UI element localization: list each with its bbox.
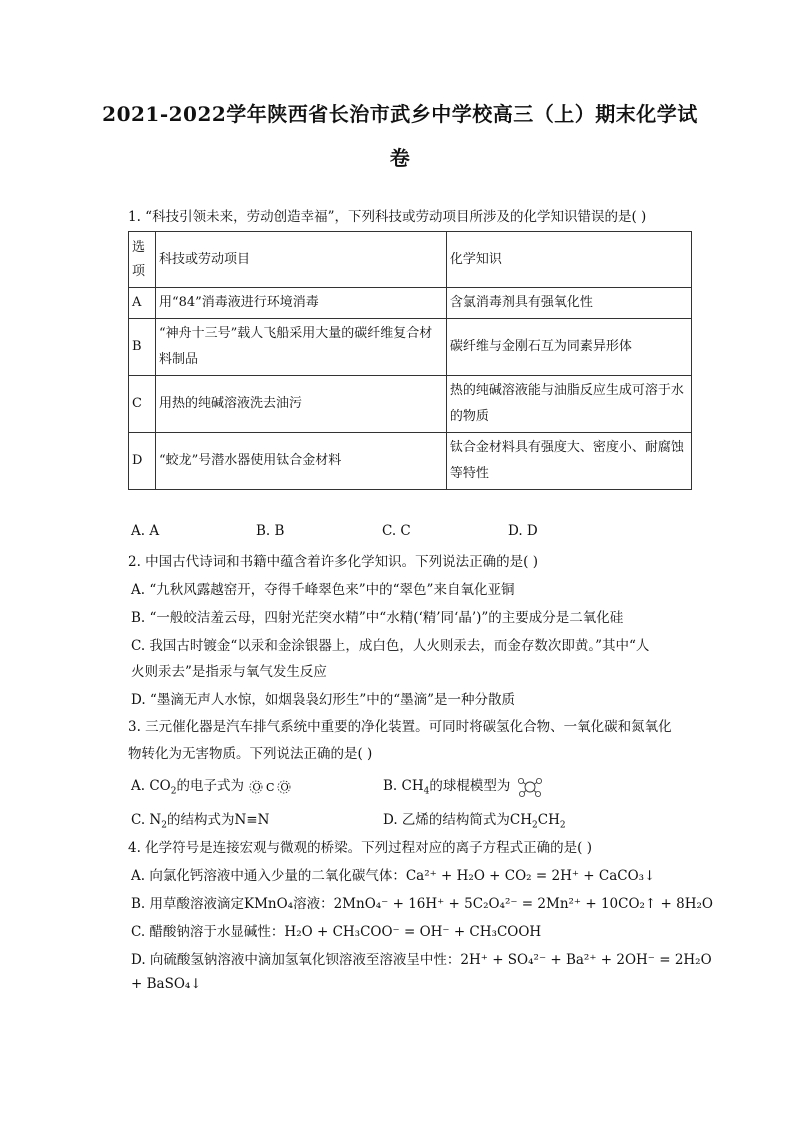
q2-option-d: D. “墨滴无声人水惊，如烟袅袅幻形生”中的“墨滴”是一种分散质 [131, 692, 516, 708]
row-knowledge: 含氯消毒剂具有强氧化性 [446, 288, 691, 319]
co2-electron-formula-image [248, 778, 296, 796]
q4-option-d-line2: + BaSO₄↓ [131, 976, 202, 992]
q3-a-prefix: A. CO [131, 778, 171, 794]
exam-title-line1: 2021-2022学年陕西省长治市武乡中学校高三（上）期末化学试 [102, 102, 698, 126]
q4-option-b: B. 用草酸溶液滴定KMnO₄溶液：2MnO₄⁻ + 16H⁺ + 5C₂O₄²⁻ = 2Mn²⁺ + 10CO₂↑ + 8H₂O [131, 896, 713, 912]
row-knowledge: 钛合金材料具有强度大、密度小、耐腐蚀等特性 [446, 433, 691, 490]
header-option [129, 232, 156, 288]
q3-b-text: 的球棍模型为 [429, 778, 511, 794]
header-knowledge: 化学知识 [446, 232, 691, 288]
q2-option-b: B. “一般皎洁羞云母，四射光茫突水精”中“水精(‘精’同‘晶’)”的主要成分是二氧化硅 [131, 610, 624, 626]
svg-text:O: O [252, 782, 261, 793]
q3-d-mid: CH [537, 812, 560, 828]
q1-choice-b: B. B [256, 523, 285, 539]
row-option: C [129, 376, 156, 433]
q1-choice-a: A. A [131, 523, 160, 539]
q1-choice-d: D. D [508, 523, 538, 539]
q3-option-b [383, 774, 545, 798]
row-item: “神舟十三号”载人飞船采用大量的碳纤维复合材料制品 [155, 319, 446, 376]
q2-option-c-line2: 火则汞去”是指汞与氧气发生反应 [131, 664, 327, 680]
table-header-row [129, 232, 692, 288]
q1-table [128, 231, 692, 490]
q3-option-c [131, 808, 269, 831]
table-row [129, 319, 692, 376]
q1-choice-c: C. C [382, 523, 411, 539]
row-option: B [129, 319, 156, 376]
q3-a-text: 的电子式为 [176, 778, 244, 794]
q3-c-subscript: 2 [161, 820, 167, 831]
q4-stem: 4. 化学符号是连接宏观与微观的桥梁。下列过程对应的离子方程式正确的是( ) [128, 840, 592, 856]
table-row [129, 433, 692, 490]
q4-option-c: C. 醋酸钠溶于水显碱性：H₂O + CH₃COO⁻ = OH⁻ + CH₃COOH [131, 924, 542, 940]
q3-d-prefix: D. 乙烯的结构简式为CH [383, 812, 533, 828]
q3-a-subscript: 2 [170, 786, 177, 797]
row-item: “蛟龙”号潜水器使用钛合金材料 [155, 433, 446, 490]
q3-c-text: 的结构式为N≡N [166, 812, 270, 828]
q2-stem: 2. 中国古代诗词和书籍中蕴含着许多化学知识。下列说法正确的是( ) [128, 554, 538, 570]
row-option: A [129, 288, 156, 319]
q3-d-subscript-1: 2 [532, 820, 538, 831]
row-item: 用热的纯碱溶液洗去油污 [155, 376, 446, 433]
q3-b-subscript: 4 [423, 786, 430, 797]
q3-d-subscript-2: 2 [559, 820, 566, 831]
header-option-text: 选项 [132, 239, 146, 279]
row-option: D [129, 433, 156, 490]
ch4-ball-stick-model-image [515, 776, 545, 798]
row-item: 用“84”消毒液进行环境消毒 [155, 288, 446, 319]
q4-option-d-line1: D. 向硫酸氢钠溶液中滴加氢氧化钡溶液至溶液呈中性：2H⁺ + SO₄²⁻ + Ba²⁺ + 2OH⁻ = 2H₂O [131, 952, 712, 968]
svg-text:O: O [280, 782, 289, 793]
q3-stem-line2: 物转化为无害物质。下列说法正确的是( ) [128, 746, 373, 762]
table-row [129, 288, 692, 319]
exam-title-line2: 卷 [389, 146, 411, 170]
header-item: 科技或劳动项目 [155, 232, 446, 288]
row-knowledge: 碳纤维与金刚石互为同素异形体 [446, 319, 691, 376]
q3-option-d [383, 808, 566, 831]
q3-c-prefix: C. N [131, 812, 162, 828]
q3-stem-line1: 3. 三元催化器是汽车排气系统中重要的净化装置。可同时将碳氢化合物、一氧化碳和氮氧化 [128, 719, 672, 735]
row-knowledge: 热的纯碱溶液能与油脂反应生成可溶于水的物质 [446, 376, 691, 433]
q2-option-c-line1: C. 我国古时镀金“以汞和金涂银器上，成白色，人火则汞去，而金存数次即黄。”其中“人 [131, 638, 650, 654]
q3-b-prefix: B. CH [383, 778, 424, 794]
q3-option-a [131, 774, 296, 797]
q2-option-a: A. “九秋风露越窑开，夺得千峰翠色来”中的“翠色”来自氧化亚铜 [131, 582, 515, 598]
table-row [129, 376, 692, 433]
svg-text:C: C [266, 780, 275, 794]
q4-option-a: A. 向氯化钙溶液中通入少量的二氧化碳气体：Ca²⁺ + H₂O + CO₂ = 2H⁺ + CaCO₃↓ [131, 868, 656, 884]
q1-stem: 1. “科技引领未来，劳动创造幸福”，下列科技或劳动项目所涉及的化学知识错误的是( ) [128, 209, 647, 225]
